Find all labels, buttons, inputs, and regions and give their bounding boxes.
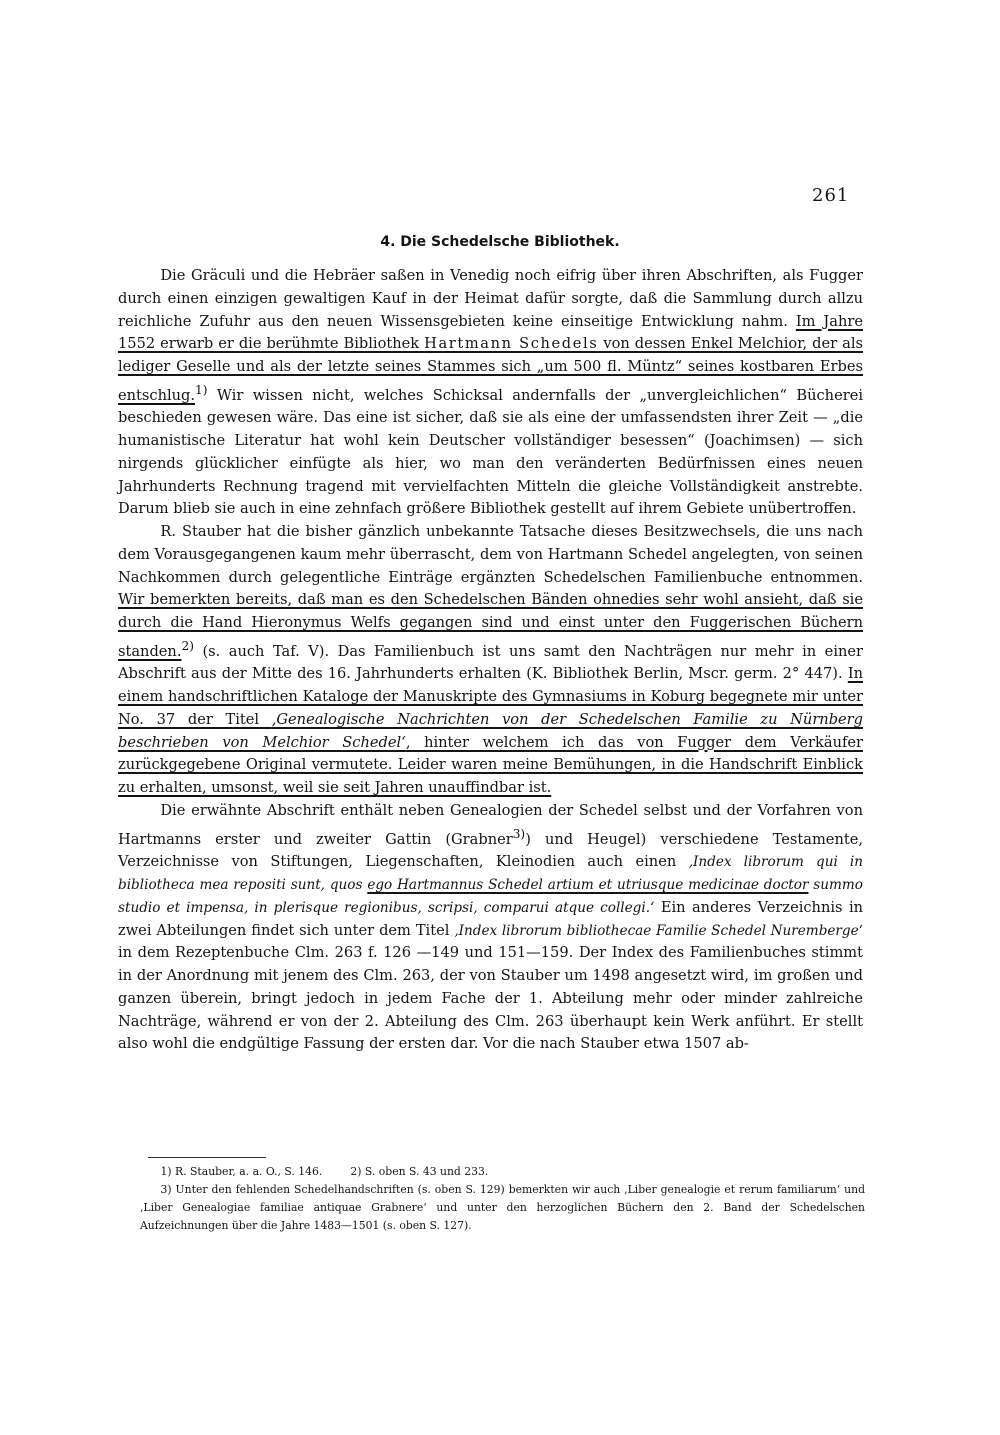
paragraph-1: [118, 265, 863, 521]
spaced-name: Hartmann Schedels: [424, 335, 599, 353]
text-span: In einem handschriftlichen Kataloge der Manuskripte des Gymnasiums in Koburg begegnete mir unter No. 37 der Titel: [118, 665, 863, 728]
footnote-line: [140, 1163, 865, 1181]
page-number: 261: [812, 185, 850, 206]
footnote-rule: [148, 1157, 266, 1158]
text-span: (s. auch Taf. V). Das Familienbuch ist uns samt den Nachträgen nur mehr in einer Abschrift aus der Mitte des 16. Jahrhunderts erhalten (K. Bibliothek Berlin, Mscr. germ. 2° 447).: [118, 642, 863, 683]
footnote-2: 2) S. oben S. 43 und 233.: [350, 1165, 489, 1178]
text-span: ‚Index librorum qui in bibliotheca mea repositi sunt, quos: [118, 854, 864, 894]
quoted-title: ‚Genealogische Nachrichten von der Schedelschen Familie zu Nürnberg beschrieben von Melchior Schedel‘: [118, 710, 864, 751]
text-span: in dem Rezeptenbuche Clm. 263 f. 126 —149 und 151—159. Der Index des Familienbuches stimmt in der Anordnung mit jenem des Clm. 263, der von Stauber um 1498 angesetzt wird, im großen und ganzen überein, bringt jedoch in jedem Fache der 1. Abteilung mehr oder minder zahlreiche Nachträge, während er von der 2. Abteilung des Clm. 263 überhaupt kein Werk anführt. Er stellt also wohl die endgültige Fassung der ersten dar. Vor die nach Stauber etwa 1507 ab-: [118, 944, 863, 1053]
section-heading: 4. Die Schedelsche Bibliothek.: [380, 234, 620, 250]
text-span: R. Stauber hat die bisher gänzlich unbekannte Tatsache dieses Besitzwechsels, die uns nach dem Vorausgegangenen kaum mehr überrascht, dem von Hartmann Schedel angelegten, von seinen Nachkommen durch gelegentliche Einträge ergänzten Schedelschen Familienbuche entnommen.: [118, 523, 863, 586]
underlined-passage: ego Hartmannus Schedel artium et utriusque medicinae doctor: [367, 877, 809, 894]
footnotes: [140, 1163, 865, 1235]
text-span: summo studio et impensa, in plerisque regionibus, scripsi, comparui atque collegi.‘: [118, 877, 863, 916]
text-span: Im Jahre 1552 erwarb er die berühmte Bibliothek: [118, 312, 863, 353]
footnote-ref: 1): [195, 382, 208, 397]
latin-title: ‚Index librorum bibliothecae Familie Schedel Nuremberge‘: [454, 922, 864, 939]
text-span: Wir wissen nicht, welches Schicksal andernfalls der „unvergleichlichen“ Bücherei beschieden gewesen wäre. Das eine ist sicher, daß sie als eine der umfassendsten ihrer Zeit — „die humanistische Literatur hat wohl kein Deutscher vollständiger besessen“ (Joachimsen) — sich nirgends glücklicher einfügte als hier, wo man den veränderten Bedürfnissen eines neuen Jahrhunderts Rechnung tragend mit vervielfachten Mitteln die gleiche Vollständigkeit anstrebte. Darum blieb sie auch in eine zehnfach größere Bibliothek gestellt auf ihrem Gebiete unübertroffen.: [118, 386, 864, 518]
footnote-ref: 2): [181, 638, 194, 653]
text-span: ) und Heugel) verschiedene Testamente, Verzeichnisse von Stiftungen, Liegenschaften, Kleinodien auch einen: [118, 830, 863, 871]
footnote-1: 1) R. Stauber, a. a. O., S. 146.: [160, 1165, 323, 1178]
footnote-3: 3) Unter den fehlenden Schedelhandschriften (s. oben S. 129) bemerkten wir auch ‚Liber genealogie et rerum familiarum‘ und ‚Liber Genealogiae familiae antiquae Grabnere‘ und unter den herzoglichen Büchern den 2. Band der Schedelschen Aufzeichnungen über die Jahre 1483—1501 (s. oben S. 127).: [140, 1183, 865, 1232]
paragraph-2: [118, 521, 863, 800]
underlined-passage: Wir bemerkten bereits, daß man es den Schedelschen Bänden ohnedies sehr wohl ansieht, daß sie durch die Hand Hieronymus Welfs gegangen sind und einst unter den Fuggerischen Büchern standen.: [118, 591, 863, 660]
text-span: , hinter welchem ich das von Fugger dem Verkäufer zurückgegebene Original vermutete. Leider waren meine Bemühungen, in die Handschrift Einblick zu erhalten, umsonst, weil sie seit Jahren unauffindbar ist.: [118, 733, 863, 797]
text-span: Die erwähnte Abschrift enthält neben Genealogien der Schedel selbst und der Vorfahren von Hartmanns erster und zweiter Gattin (Grabner: [118, 801, 863, 848]
footnote-ref: 3): [512, 826, 526, 841]
underlined-passage: [118, 665, 863, 796]
body-text: [118, 265, 863, 1056]
text-span: von dessen Enkel Melchior, der als lediger Geselle und als der letzte seines Stammes sich „um 500 fl. Müntz“ seines kostbaren Erbes entschlug.: [118, 335, 863, 404]
paragraph-3: [118, 800, 863, 1056]
text-span: Ein anderes Verzeichnis in zwei Abteilungen findet sich unter dem Titel: [118, 898, 864, 939]
text-span: Die Gräculi und die Hebräer saßen in Venedig noch eifrig über ihren Abschriften, als Fugger durch einen einzigen gewaltigen Kauf in der Heimat dafür sorgte, daß die Sammlung durch allzu reichliche Zufuhr aus den neuen Wissensgebieten keine einseitige Entwicklung nahm.: [118, 267, 863, 330]
